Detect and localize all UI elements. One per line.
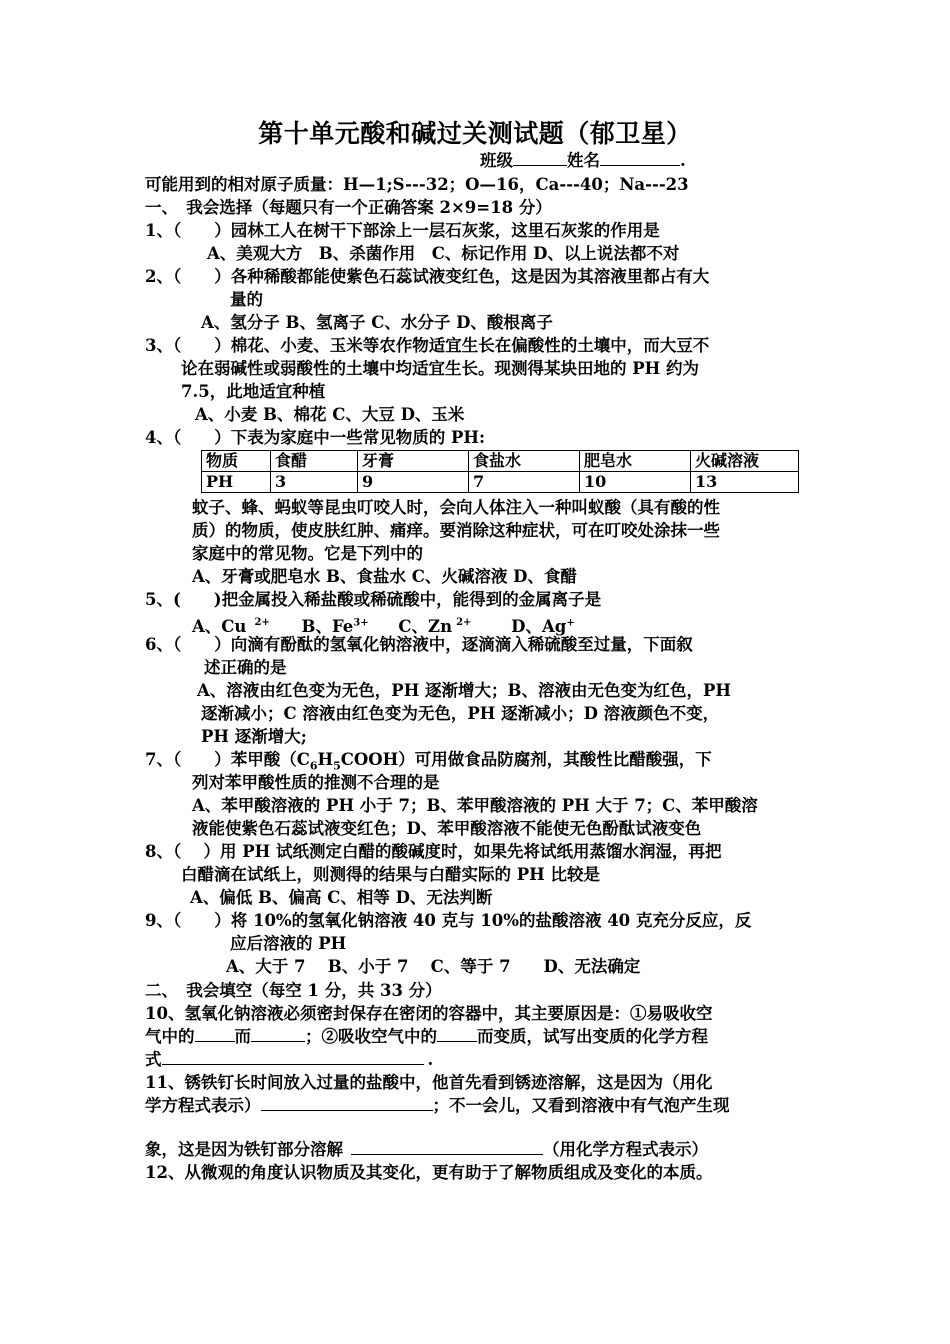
q11-text-a: 学方程式表示） <box>145 1096 261 1115</box>
q8-stem-1: 8、（ ）用 PH 试纸测定白醋的酸碱度时，如果先将试纸用蒸馏水润湿，再把 <box>145 842 722 861</box>
q6-option-2: 逐渐减小；C 溶液由红色变为无色，PH 逐渐减小；D 溶液颜色不变， <box>201 704 720 723</box>
q3-stem-3: 7.5，此地适宜种植 <box>181 382 326 401</box>
table-cell: 食醋 <box>271 451 358 472</box>
q10-blank-3[interactable] <box>437 1026 477 1042</box>
q5-a-text: A、Cu <box>192 616 247 636</box>
q10-blank-2[interactable] <box>251 1026 305 1042</box>
table-cell: 食盐水 <box>469 451 580 472</box>
q8-stem-2: 白醋滴在试纸上，则测得的结果与白醋实际的 PH 比较是 <box>181 865 600 884</box>
table-cell: 肥皂水 <box>580 451 691 472</box>
q2-stem-1: 2、（ ）各种稀酸都能使紫色石蕊试液变红色，这是因为其溶液里都占有大 <box>145 267 710 286</box>
q5-option-d <box>511 617 575 636</box>
q4-text-3: 家庭中的常见物。它是下列中的 <box>192 544 423 563</box>
q5-b-charge: 3+ <box>353 617 369 628</box>
class-blank[interactable] <box>513 150 567 166</box>
q10-blank-1[interactable] <box>195 1026 235 1042</box>
q11-text-c: 象，这是因为铁钉部分溶解 <box>145 1140 343 1159</box>
q8-options: A、偏低 B、偏高 C、相等 D、无法判断 <box>190 888 493 907</box>
q1-stem: 1、（ ）园林工人在树干下部涂上一层石灰浆，这里石灰浆的作用是 <box>145 221 660 240</box>
q5-stem: 5、( )把金属投入稀盐酸或稀硫酸中，能得到的金属离子是 <box>145 590 602 609</box>
q10-text-d: 而变质，试写出变质的化学方程 <box>477 1027 708 1046</box>
q10-end: . <box>427 1050 434 1069</box>
q4-text-1: 蚊子、蜂、蚂蚁等昆虫叮咬人时，会向人体注入一种叫蚁酸（具有酸的性 <box>192 498 720 517</box>
q10-blank-4[interactable] <box>162 1049 424 1065</box>
table-row <box>202 472 799 493</box>
q7-stem-post: COOH）可用做食品防腐剂，其酸性比醋酸强，下 <box>340 750 712 769</box>
table-cell: PH <box>202 472 271 493</box>
q6-stem-2: 述正确的是 <box>204 658 287 677</box>
ph-table <box>201 450 799 493</box>
q10-text-b: 而 <box>234 1027 251 1046</box>
table-row <box>202 451 799 472</box>
q3-stem-2: 论在弱碱性或弱酸性的土壤中均适宜生长。现测得某块田地的 PH 约为 <box>181 359 699 378</box>
q10-line-2 <box>145 1026 708 1048</box>
q11-line-1: 11、锈铁钉长时间放入过量的盐酸中，他首先看到锈迹溶解，这是因为（用化 <box>145 1073 713 1092</box>
q7-sub-2: 5 <box>333 759 341 773</box>
q11-line-2 <box>145 1095 730 1117</box>
q5-c-text: C、Zn <box>398 616 453 636</box>
q5-c-charge: 2+ <box>456 617 472 628</box>
q9-stem-1: 9、（ ）将 10%的氢氧化钠溶液 40 克与 10%的盐酸溶液 40 克充分反应，反 <box>145 911 752 930</box>
q6-option-3: PH 逐渐增大; <box>201 727 307 746</box>
q6-stem-1: 6、（ ）向滴有酚酞的氢氧化钠溶液中，逐滴滴入稀硫酸至过量，下面叙 <box>145 635 693 654</box>
q4-options: A、牙膏或肥皂水 B、食盐水 C、火碱溶液 D、食醋 <box>192 567 577 586</box>
q10-line-3 <box>145 1049 433 1071</box>
q7-option-2: 液能使紫色石蕊试液变红色；D、苯甲酸溶液不能使无色酚酞试液变色 <box>192 819 702 838</box>
q5-a-charge: 2+ <box>254 617 270 628</box>
table-cell: 7 <box>469 472 580 493</box>
q7-option-1: A、苯甲酸溶液的 PH 小于 7；B、苯甲酸溶液的 PH 大于 7；C、苯甲酸溶 <box>192 796 758 815</box>
q4-stem: 4、（ ）下表为家庭中一些常见物质的 PH: <box>145 428 486 447</box>
table-cell: 牙膏 <box>358 451 469 472</box>
q3-stem-1: 3、（ ）棉花、小麦、玉米等农作物适宜生长在偏酸性的土壤中，而大豆不 <box>145 336 710 355</box>
q10-text-c: ；②吸收空气中的 <box>305 1027 437 1046</box>
q11-line-3 <box>145 1139 708 1161</box>
table-cell: 13 <box>691 472 799 493</box>
q9-options: A、大于 7 B、小于 7 C、等于 7 D、无法确定 <box>226 957 641 976</box>
class-label: 班级 <box>480 151 513 170</box>
q7-stem-mid: H <box>317 750 334 769</box>
q7-stem-pre: 7、（ ）苯甲酸（C <box>145 750 310 769</box>
name-blank[interactable] <box>600 150 680 166</box>
q11-text-d: （用化学方程式表示） <box>543 1140 708 1159</box>
q11-text-b: ；不一会儿，又看到溶液中有气泡产生现 <box>432 1096 730 1115</box>
q7-stem-2: 列对苯甲酸性质的推测不合理的是 <box>192 773 440 792</box>
q5-option-c <box>398 617 471 636</box>
table-cell: 3 <box>271 472 358 493</box>
q7-sub-1: 6 <box>309 759 318 773</box>
name-label: 姓名 <box>567 151 600 170</box>
header-end: . <box>680 151 686 170</box>
q11-blank-2[interactable] <box>351 1139 543 1155</box>
atomic-mass-line: 可能用到的相对原子质量：H—1;S---32；O—16，Ca---40；Na---23 <box>145 175 689 194</box>
q10-line-1: 10、氢氧化钠溶液必须密封保存在密闭的容器中，其主要原因是：①易吸收空 <box>145 1004 713 1023</box>
q3-options: A、小麦 B、棉花 C、大豆 D、玉米 <box>195 405 465 424</box>
q5-b-text: B、Fe <box>301 616 354 636</box>
table-cell: 10 <box>580 472 691 493</box>
table-cell: 物质 <box>202 451 271 472</box>
q5-option-a <box>192 617 270 636</box>
q12-line-1: 12、从微观的角度认识物质及其变化，更有助于了解物质组成及变化的本质。 <box>145 1163 713 1182</box>
section-2-heading: 二、 我会填空（每空 1 分，共 33 分） <box>145 981 442 1000</box>
q5-d-text: D、Ag <box>511 616 567 636</box>
table-cell: 火碱溶液 <box>691 451 799 472</box>
table-cell: 9 <box>358 472 469 493</box>
q2-options: A、氢分子 B、氢离子 C、水分子 D、酸根离子 <box>201 313 553 332</box>
q10-text-a: 气中的 <box>145 1027 195 1046</box>
q1-options: A、美观大方 B、杀菌作用 C、标记作用 D、以上说法都不对 <box>207 244 680 263</box>
q5-option-b <box>302 617 369 636</box>
q10-text-e: 式 <box>145 1050 162 1069</box>
page-title: 第十单元酸和碱过关测试题（郁卫星） <box>258 119 692 148</box>
q6-option-1: A、溶液由红色变为无色，PH 逐渐增大；B、溶液由无色变为红色，PH <box>197 681 731 700</box>
q2-stem-2: 量的 <box>230 290 263 309</box>
q5-d-charge: + <box>566 617 575 628</box>
section-1-heading: 一、 我会选择（每题只有一个正确答案 2×9=18 分） <box>145 198 552 217</box>
class-name-line <box>480 150 686 172</box>
q9-stem-2: 应后溶液的 PH <box>230 934 347 953</box>
q4-text-2: 质）的物质，使皮肤红肿、痛痒。要消除这种症状，可在叮咬处涂抹一些 <box>192 521 720 540</box>
q11-blank-1[interactable] <box>261 1095 433 1111</box>
